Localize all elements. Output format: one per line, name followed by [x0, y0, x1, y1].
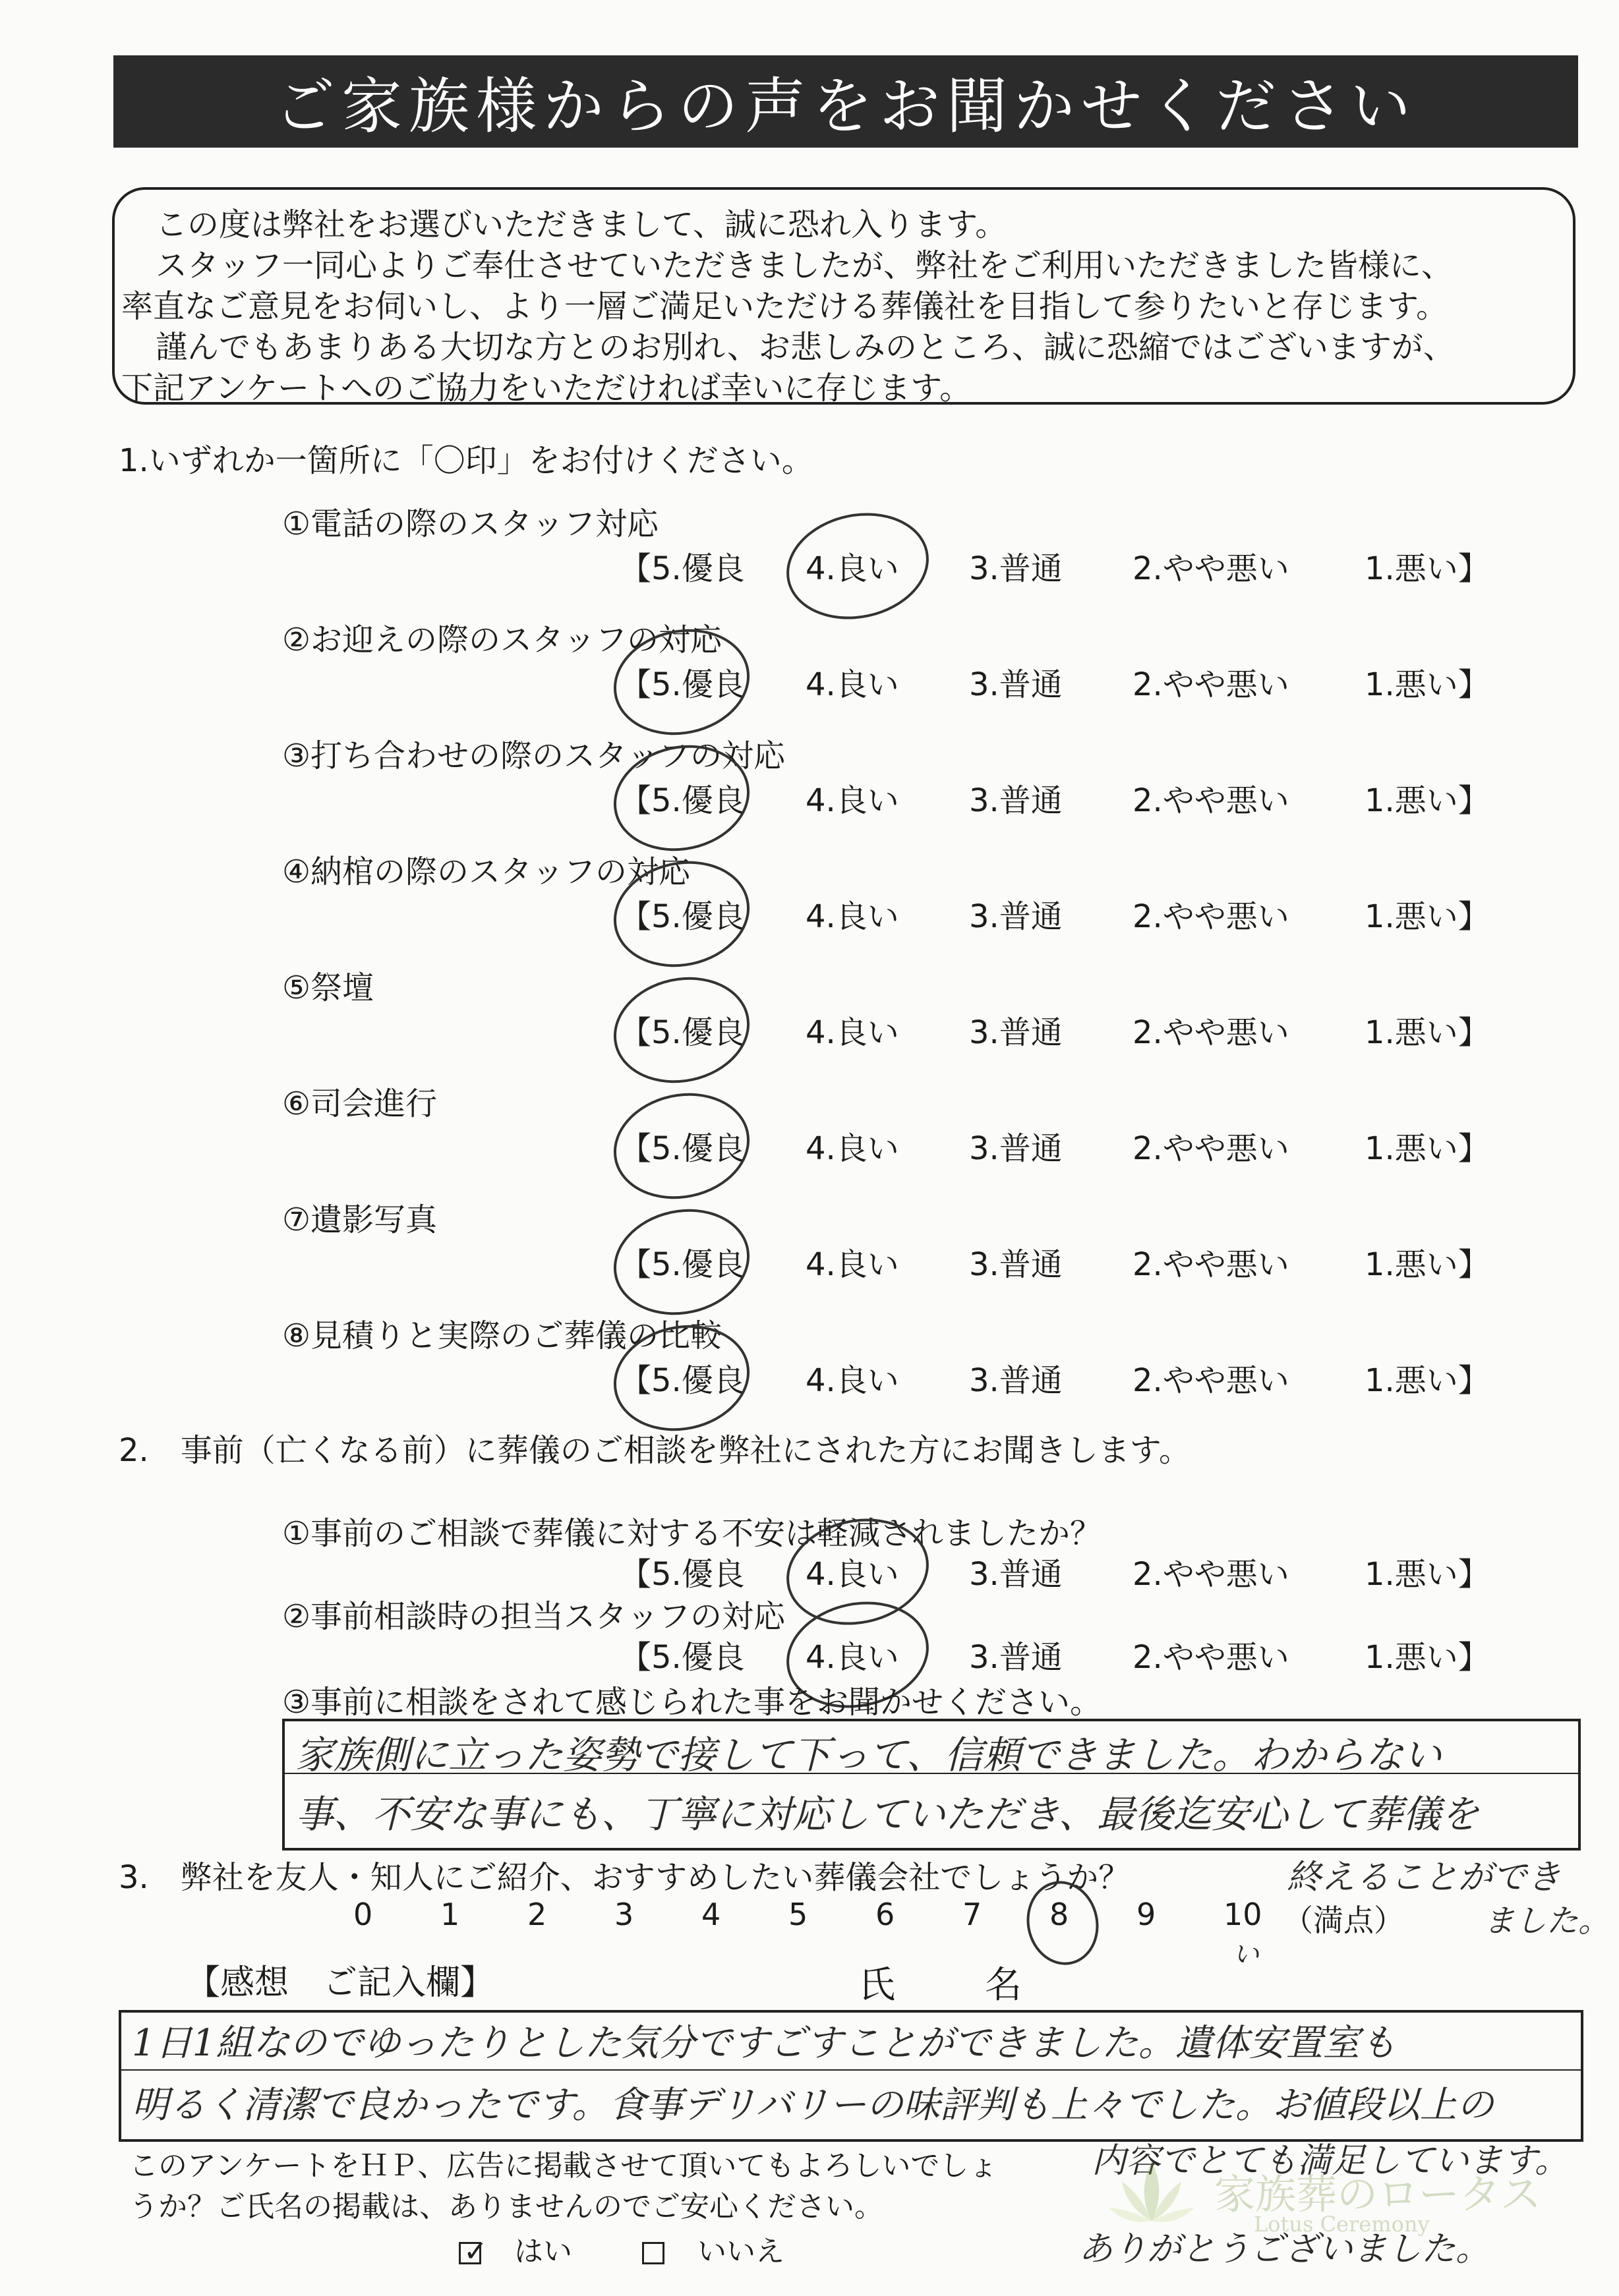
- rating-option[interactable]: 3.普通: [969, 1556, 1063, 1593]
- scale-option[interactable]: 9: [1136, 1897, 1156, 1932]
- rating-option[interactable]: 1.悪い】: [1365, 550, 1490, 587]
- rating-option[interactable]: 1.悪い】: [1365, 1639, 1490, 1676]
- consent-no[interactable]: [642, 2227, 784, 2270]
- intro-line: スタッフ一同心よりご奉仕させていただきましたが、弊社をご利用いただきました皆様に、: [156, 247, 1454, 284]
- section1-heading: 1.いずれか一箇所に「〇印」をお付けください。: [119, 442, 813, 479]
- scale-option[interactable]: 0: [353, 1897, 373, 1932]
- name-label: 氏 名: [858, 1964, 1048, 2007]
- rating-option[interactable]: 3.普通: [969, 782, 1063, 819]
- rating-options: [0, 1007, 1619, 1053]
- rating-option[interactable]: 1.悪い】: [1365, 1130, 1490, 1167]
- rating-option[interactable]: 4.良い: [806, 666, 899, 703]
- rating-item-label: ①事前のご相談で葬儀に対する不安は軽減されましたか？: [282, 1515, 1102, 1552]
- intro-line: 下記アンケートへのご協力をいただければ幸いに存じます。: [121, 370, 972, 407]
- name-value: い: [1233, 1939, 1259, 1970]
- rating-option[interactable]: 3.普通: [969, 1362, 1063, 1399]
- rating-option[interactable]: 2.やや悪い: [1133, 1130, 1289, 1167]
- rating-item-label: ③打ち合わせの際のスタッフの対応: [282, 737, 786, 774]
- rating-option[interactable]: 3.普通: [969, 1014, 1063, 1051]
- rating-option[interactable]: 2.やや悪い: [1133, 550, 1289, 587]
- scale-option[interactable]: 7: [962, 1897, 982, 1932]
- consent-question-line: うか？ご氏名の掲載は、ありませんのでご安心ください。: [129, 2190, 883, 2224]
- rating-option[interactable]: 2.やや悪い: [1133, 1639, 1289, 1676]
- rating-option[interactable]: 【5.優良: [620, 550, 745, 587]
- rating-option[interactable]: 2.やや悪い: [1133, 898, 1289, 935]
- selection-circle: [604, 965, 759, 1095]
- intro-box: [112, 187, 1575, 405]
- rating-option[interactable]: 【5.優良: [620, 1130, 745, 1167]
- comments-heading: 【感想 ご記入欄】: [186, 1963, 495, 2003]
- yes-checkbox[interactable]: [459, 2235, 488, 2268]
- rating-option[interactable]: 4.良い: [806, 1014, 899, 1051]
- rating-option[interactable]: 【5.優良: [620, 898, 745, 935]
- rating-option[interactable]: 3.普通: [969, 1639, 1063, 1676]
- comments-line: 内容でとても満足しています。: [1092, 2141, 1569, 2181]
- rating-option[interactable]: 1.悪い】: [1365, 1362, 1490, 1399]
- rating-options: [0, 775, 1619, 821]
- rating-option[interactable]: 3.普通: [969, 1130, 1063, 1167]
- rating-item-label: ④納棺の際のスタッフの対応: [282, 853, 691, 890]
- consent-question-line: このアンケートをＨＰ、広告に掲載させて頂いてもよろしいでしょ: [129, 2149, 998, 2183]
- rating-option[interactable]: 1.悪い】: [1365, 1014, 1490, 1051]
- rating-item-label: ⑧見積りと実際のご葬儀の比較: [282, 1317, 722, 1354]
- page-title: ご家族様からの声をお聞かせください: [113, 55, 1578, 148]
- rating-option[interactable]: 【5.優良: [620, 1014, 745, 1051]
- rating-option[interactable]: 4.良い: [806, 550, 899, 587]
- comments-line: 1日1組なのでゆったりとした気分ですごすことができました。遺体安置室も: [132, 2022, 1397, 2065]
- rating-option[interactable]: 3.普通: [969, 898, 1063, 935]
- rating-item-label: ⑥司会進行: [282, 1085, 438, 1122]
- q3-answer-line: 終えることができ: [1287, 1858, 1562, 1897]
- rating-options: [0, 1549, 1619, 1595]
- rating-option[interactable]: 2.やや悪い: [1133, 666, 1289, 703]
- rating-option[interactable]: 1.悪い】: [1365, 898, 1490, 935]
- section2-q3-label: ③事前に相談をされて感じられた事をお聞かせください。: [282, 1684, 1102, 1721]
- rating-option[interactable]: 3.普通: [969, 1246, 1063, 1283]
- rating-option[interactable]: 4.良い: [806, 1246, 899, 1283]
- rating-options: [0, 1123, 1619, 1169]
- lotus-icon: [1102, 2155, 1201, 2234]
- rating-options: [0, 543, 1619, 589]
- q3-answer-line: 家族側に立った姿勢で接して下って、信頼できました。わからない: [295, 1733, 1442, 1777]
- rating-item-label: ②お迎えの際のスタッフの対応: [282, 621, 722, 658]
- scale-option[interactable]: 8: [1049, 1897, 1069, 1932]
- intro-line: この度は弊社をお選びいただきまして、誠に恐れ入ります。: [156, 206, 1007, 243]
- rating-option[interactable]: 2.やや悪い: [1133, 782, 1289, 819]
- rating-option[interactable]: 1.悪い】: [1365, 1556, 1490, 1593]
- rating-options: [0, 1632, 1619, 1678]
- comments-line: ありがとうございました。: [1078, 2229, 1490, 2269]
- rating-option[interactable]: 4.良い: [806, 1639, 899, 1676]
- scale-option[interactable]: 2: [527, 1897, 547, 1932]
- no-checkbox[interactable]: [642, 2242, 664, 2264]
- rating-options: [0, 1355, 1619, 1401]
- selection-circle: [777, 500, 939, 632]
- watermark-sub: Lotus Ceremony: [1254, 2212, 1430, 2237]
- scale-option[interactable]: 4: [701, 1897, 721, 1932]
- comments-line: 明るく清潔で良かったです。食事デリバリーの味評判も上々でした。お値段以上の: [132, 2084, 1494, 2127]
- rating-option[interactable]: 2.やや悪い: [1133, 1014, 1289, 1051]
- comments-divider: [119, 2069, 1583, 2072]
- scale-option[interactable]: 10: [1223, 1897, 1262, 1932]
- rating-option[interactable]: 1.悪い】: [1365, 666, 1490, 703]
- intro-line: 謹んでもあまりある大切な方とのお別れ、お悲しみのところ、誠に恐縮ではございますが、: [156, 329, 1455, 366]
- rating-options: [0, 659, 1619, 705]
- scale-option[interactable]: 6: [875, 1897, 895, 1932]
- rating-option[interactable]: 【5.優良: [620, 1639, 745, 1676]
- yes-label: はい: [514, 2235, 572, 2268]
- no-label: いいえ: [697, 2235, 784, 2268]
- section2-heading: 2. 事前（亡くなる前）に葬儀のご相談を弊社にされた方にお聞きします。: [119, 1432, 1191, 1469]
- rating-option[interactable]: 2.やや悪い: [1133, 1556, 1289, 1593]
- rating-option[interactable]: 【5.優良: [620, 666, 745, 703]
- rating-item-label: ①電話の際のスタッフ対応: [282, 505, 659, 542]
- scale-option[interactable]: 3: [614, 1897, 634, 1932]
- rating-item-label: ⑤祭壇: [282, 969, 374, 1006]
- intro-line: 率直なご意見をお伺いし、より一層ご満足いただける葬儀社を目指して参りたいと存じます。: [121, 288, 1448, 325]
- scale-option[interactable]: 1: [440, 1897, 460, 1932]
- rating-option[interactable]: 4.良い: [806, 1130, 899, 1167]
- rating-option[interactable]: 4.良い: [806, 1556, 899, 1593]
- scale-option[interactable]: 5: [788, 1897, 808, 1932]
- rating-option[interactable]: 【5.優良: [620, 1246, 745, 1283]
- consent-yes[interactable]: [459, 2227, 572, 2270]
- rating-option[interactable]: 【5.優良: [620, 1556, 745, 1593]
- rating-item-label: ②事前相談時の担当スタッフの対応: [282, 1598, 786, 1635]
- rating-item-label: ⑦遺影写真: [282, 1201, 438, 1238]
- selection-circle: [604, 1081, 759, 1211]
- rating-options: [0, 1239, 1619, 1285]
- rating-option[interactable]: 4.良い: [806, 782, 899, 819]
- scale-suffix: （満点）: [1283, 1903, 1404, 1938]
- q3-answer-line: 事、不安な事にも、丁寧に対応していただき、最後迄安心して葬儀を: [295, 1792, 1479, 1837]
- rating-option[interactable]: 4.良い: [806, 898, 899, 935]
- watermark-name: 家族葬のロータス: [1214, 2170, 1542, 2218]
- rating-option[interactable]: 2.やや悪い: [1133, 1362, 1289, 1399]
- rating-option[interactable]: 【5.優良: [620, 1362, 745, 1399]
- rating-option[interactable]: 3.普通: [969, 550, 1063, 587]
- section3-heading: 3. 弊社を友人・知人にご紹介、おすすめしたい葬儀会社でしょうか？: [119, 1859, 1131, 1896]
- rating-option[interactable]: 2.やや悪い: [1133, 1246, 1289, 1283]
- rating-options: [0, 891, 1619, 937]
- rating-option[interactable]: 1.悪い】: [1365, 1246, 1490, 1283]
- q3-answer-line: ました。: [1483, 1903, 1610, 1939]
- selection-circle: [604, 1197, 759, 1327]
- check-icon: ✓: [463, 2235, 488, 2268]
- rating-option[interactable]: 4.良い: [806, 1362, 899, 1399]
- rating-option[interactable]: 1.悪い】: [1365, 782, 1490, 819]
- rating-option[interactable]: 【5.優良: [620, 782, 745, 819]
- rating-option[interactable]: 3.普通: [969, 666, 1063, 703]
